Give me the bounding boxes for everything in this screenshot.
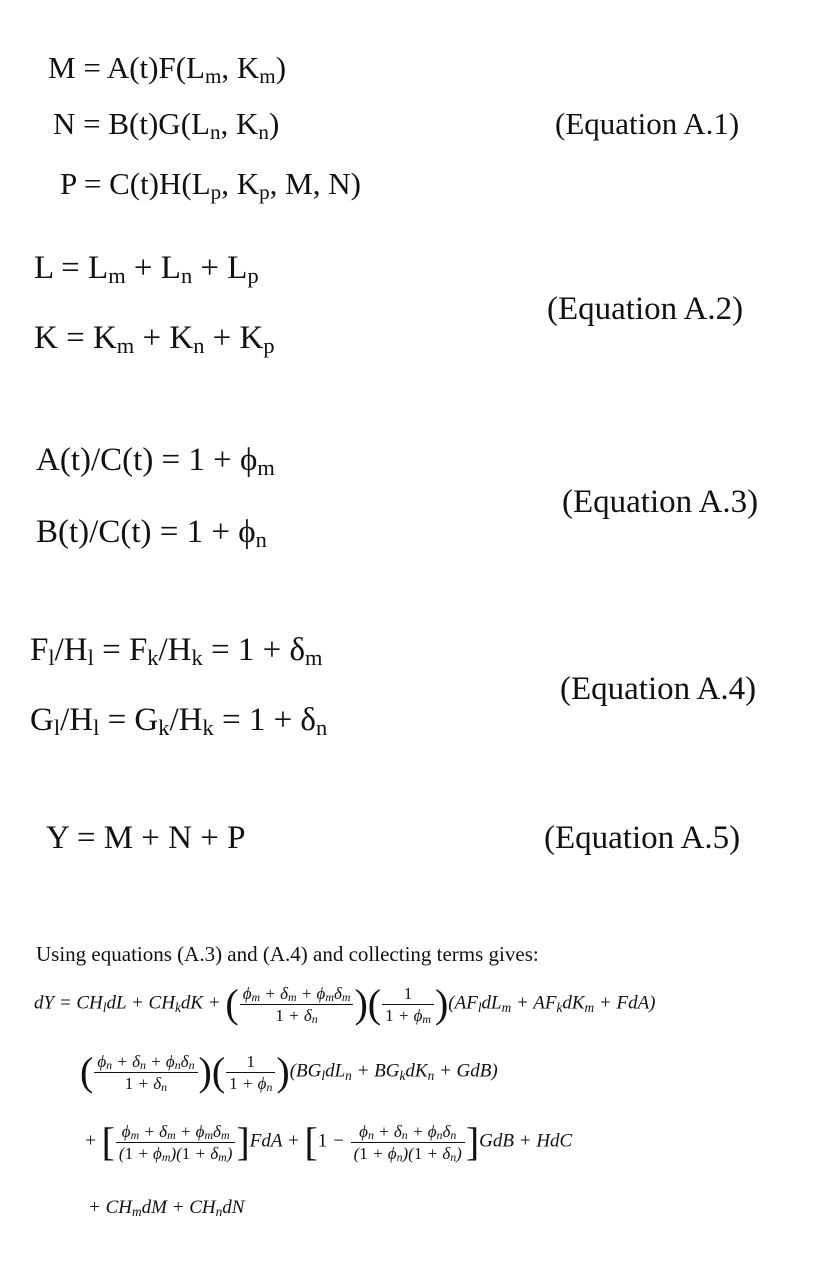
derivation-line-3: + [ $\frac{\text{ϕm + δm + ϕmδm}}{(1 + \phi m)(1 + \delta m)}$ ]FdA + [1 − $\frac{\text{ϕn + δn + ϕnδn}}{(1 + \phi n)(1 + \delta n)}$ ]GdB + HdC <box>84 1119 573 1165</box>
eq-a2-k-text: K = K <box>34 320 117 356</box>
eq-a1-p-text: P = C(t)H(L <box>60 166 211 201</box>
derivation-line-2: ( $\frac{\text{ϕn + δn + ϕnδn}}{1 + \delta n}$ )( $\frac{1}{1 + \phi n}$ )(BGldLn + BGkdKn + GdB) <box>80 1049 498 1095</box>
equation-a1-p: $P = C(t)H(L_p$, $K_p$, M, N) <box>60 166 361 204</box>
eq-a3-b-text: B(t)/C(t) = 1 + ϕ <box>36 514 256 550</box>
equation-a1-m: $M = A(t)F(L_m$, $K_m$) <box>48 50 287 88</box>
equation-a1-n: $N = B(t)G(L_n$, $K_n$) <box>53 106 280 144</box>
equation-a2-l: $L = L_m + L_n + L_p$ <box>34 250 259 288</box>
deriv-line4-lead: + CH <box>88 1197 132 1218</box>
equation-a3-tag: (Equation A.3) <box>562 484 759 520</box>
eq-a3-a-text: A(t)/C(t) = 1 + ϕ <box>36 442 258 478</box>
equation-a4-f: $F_l/H_l = F_k/H_k = 1 + \delta_m$ <box>30 632 323 670</box>
equation-a1-tag: (Equation A.1) <box>555 106 740 141</box>
eq-a4-g-text: G <box>30 702 54 738</box>
derivation-line-1: dY = CHldL + CHkdK + ( $\frac{\text{ϕm + δm + ϕmδm}}{1 + \delta n}$ )( $\frac{1}{1 + \phi m}$ )(AFldLm + AFkdKm + FdA) <box>34 981 656 1027</box>
equation-a2-k: $K = K_m + K_n + K_p$ <box>34 320 275 358</box>
equation-a5: Y = M + N + P <box>46 820 246 856</box>
equation-a3-b: $B(t)/C(t) = 1 + \phi_n$ <box>36 514 267 552</box>
equation-a5-tag: (Equation A.5) <box>544 820 741 856</box>
equation-a3-a: $A(t)/C(t) = 1 + \phi_m$ <box>36 442 275 480</box>
derivation-line-4: + CHmdM + CHndN <box>88 1197 245 1220</box>
equation-a4-g: $G_l/H_l = G_k/H_k = 1 + \delta_n$ <box>30 702 328 740</box>
eq-a1-m-text: M = A(t)F(L <box>48 50 205 85</box>
equation-a4-tag: (Equation A.4) <box>560 671 757 707</box>
eq-a4-f-text: F <box>30 632 49 668</box>
eq-a2-l-text: L = L <box>34 250 109 286</box>
eq-a1-n-text: N = B(t)G(L <box>53 106 210 141</box>
prose-text: Using equations (A.3) and (A.4) and collecting terms gives: <box>36 942 539 966</box>
deriv-line1-lead: dY = CH <box>34 992 103 1014</box>
equation-a2-tag: (Equation A.2) <box>547 291 744 327</box>
